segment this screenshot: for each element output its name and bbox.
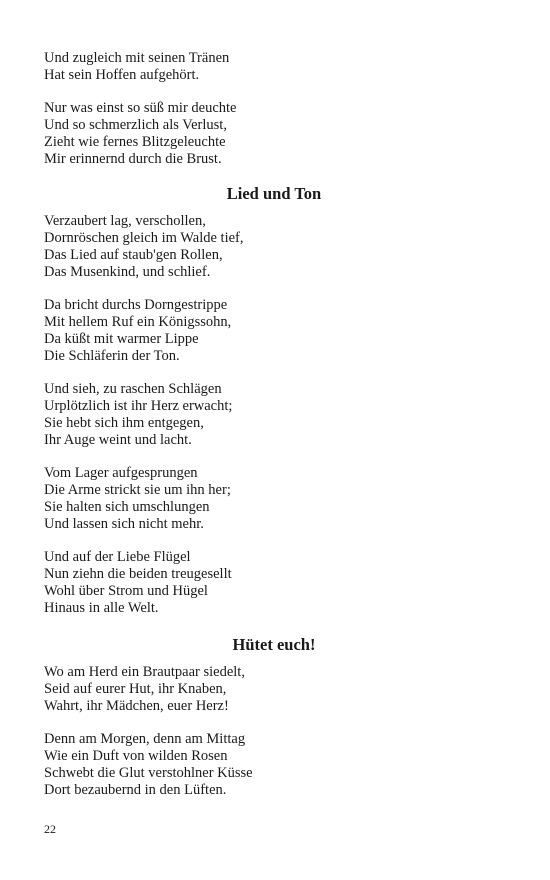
poem-line: Sie halten sich umschlungen <box>44 499 210 515</box>
poem-line: Das Musenkind, und schlief. <box>44 264 211 280</box>
poem-line: Und zugleich mit seinen Tränen <box>44 50 230 66</box>
page-number: 22 <box>44 822 56 836</box>
poem-line: Schwebt die Glut verstohlner Küsse <box>44 765 253 781</box>
poem-line: Wohl über Strom und Hügel <box>44 583 208 599</box>
stanza <box>44 213 504 281</box>
stanza <box>44 549 504 617</box>
poem-line: Mir erinnernd durch die Brust. <box>44 151 222 167</box>
poem-line: Hinaus in alle Welt. <box>44 600 159 616</box>
stanza <box>44 381 504 449</box>
poem-line: Ihr Auge weint und lacht. <box>44 432 192 448</box>
poem-line: Und so schmerzlich als Verlust, <box>44 117 227 133</box>
poem-line: Sie hebt sich ihm entgegen, <box>44 415 204 431</box>
stanza <box>44 731 504 799</box>
stanza <box>44 465 504 533</box>
poem-line: Mit hellem Ruf ein Königssohn, <box>44 314 232 330</box>
poem-line: Und lassen sich nicht mehr. <box>44 516 204 532</box>
poem-line: Wo am Herd ein Brautpaar siedelt, <box>44 664 245 680</box>
poem-line: Dornröschen gleich im Walde tief, <box>44 230 244 246</box>
poem-line: Da bricht durchs Dorngestrippe <box>44 297 228 313</box>
poem-line: Die Schläferin der Ton. <box>44 348 180 364</box>
poem-line: Zieht wie fernes Blitzgeleuchte <box>44 134 226 150</box>
poem-line: Das Lied auf staub'gen Rollen, <box>44 247 223 263</box>
poem-title: Hütet euch! <box>232 635 316 654</box>
poem-line: Verzaubert lag, verschollen, <box>44 213 206 229</box>
poem-line: Die Arme strickt sie um ihn her; <box>44 482 231 498</box>
stanza <box>44 297 504 365</box>
stanza <box>44 50 504 84</box>
poem-line: Und auf der Liebe Flügel <box>44 549 191 565</box>
poem-line: Seid auf eurer Hut, ihr Knaben, <box>44 681 227 697</box>
stanza <box>44 100 504 168</box>
poem-line: Denn am Morgen, denn am Mittag <box>44 731 246 747</box>
poem-line: Wie ein Duft von wilden Rosen <box>44 748 228 764</box>
poem-line: Da küßt mit warmer Lippe <box>44 331 199 347</box>
poem-line: Vom Lager aufgesprungen <box>44 465 198 481</box>
poem-line: Hat sein Hoffen aufgehört. <box>44 67 200 83</box>
poem-line: Wahrt, ihr Mädchen, euer Herz! <box>44 698 229 714</box>
poem-line: Und sieh, zu raschen Schlägen <box>44 381 222 397</box>
poem-line: Dort bezaubernd in den Lüften. <box>44 782 227 798</box>
poem-line: Nur was einst so süß mir deuchte <box>44 100 237 116</box>
poem-title: Lied und Ton <box>226 184 322 203</box>
poem-text-block <box>44 50 504 815</box>
poem-line: Urplötzlich ist ihr Herz erwacht; <box>44 398 233 414</box>
stanza <box>44 664 504 715</box>
poem-line: Nun ziehn die beiden treugesellt <box>44 566 232 582</box>
